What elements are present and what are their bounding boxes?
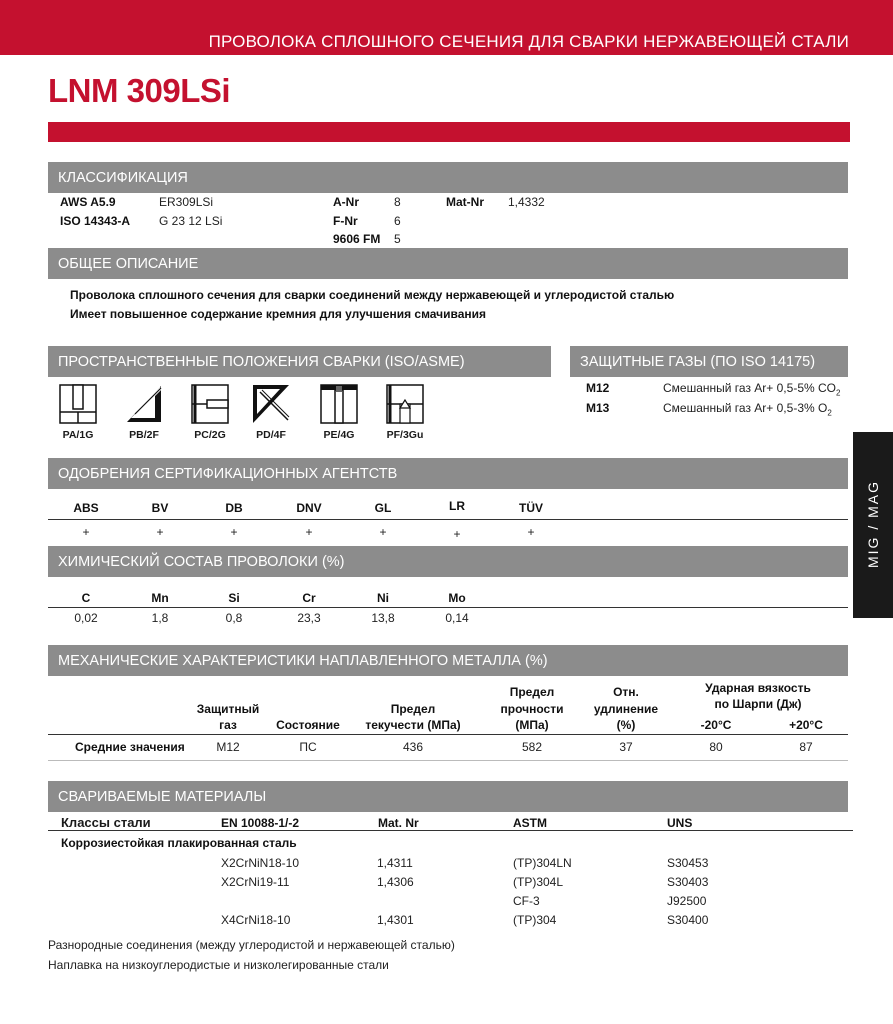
column-header: прочности bbox=[500, 702, 564, 716]
cell-elongation: 37 bbox=[619, 740, 633, 754]
column-header: Mat. Nr bbox=[378, 816, 419, 830]
position-label: PE/4G bbox=[323, 429, 355, 441]
material-matnr: 1,4311 bbox=[377, 856, 413, 870]
approval-mark: + bbox=[453, 527, 461, 541]
position-pd-4f-icon bbox=[252, 384, 290, 424]
position-label: PA/1G bbox=[62, 429, 94, 441]
element-symbol: C bbox=[81, 591, 91, 605]
section-shielding-gases: ЗАЩИТНЫЕ ГАЗЫ (ПО ISO 14175) bbox=[570, 346, 848, 377]
element-symbol: Si bbox=[228, 591, 240, 605]
table-divider bbox=[48, 830, 853, 831]
agency-name: DB bbox=[225, 501, 243, 515]
number-value: 8 bbox=[394, 195, 401, 209]
element-value: 0,14 bbox=[445, 611, 469, 625]
element-symbol: Cr bbox=[302, 591, 316, 605]
section-chemical-composition: ХИМИЧЕСКИЙ СОСТАВ ПРОВОЛОКИ (%) bbox=[48, 546, 848, 577]
element-symbol: Mo bbox=[448, 591, 466, 605]
materials-note: Наплавка на низкоуглеродистые и низколегированные стали bbox=[48, 958, 389, 972]
product-name: LNM 309LSi bbox=[48, 72, 231, 109]
position-pe-4g-icon bbox=[320, 384, 358, 424]
title-divider-bar bbox=[48, 122, 850, 142]
element-value: 0,02 bbox=[74, 611, 98, 625]
description-line: Проволока сплошного сечения для сварки соединений между нержавеющей и углеродистой сталью bbox=[70, 288, 675, 302]
approval-mark: + bbox=[379, 525, 387, 539]
position-label: PF/3Gu bbox=[386, 429, 424, 441]
gas-code: M13 bbox=[586, 401, 610, 415]
position-pb-2f-icon bbox=[125, 384, 163, 424]
standard-value: G 23 12 LSi bbox=[159, 214, 223, 228]
material-astm: (TP)304 bbox=[513, 913, 557, 927]
number-name: F-Nr bbox=[333, 214, 358, 228]
approval-mark: + bbox=[305, 525, 313, 539]
material-astm: CF-3 bbox=[513, 894, 540, 908]
material-matnr: 1,4306 bbox=[377, 875, 414, 889]
agency-name: BV bbox=[151, 501, 169, 515]
standard-name: AWS A5.9 bbox=[60, 195, 116, 209]
element-symbol: Mn bbox=[151, 591, 169, 605]
column-header: удлинение bbox=[593, 702, 659, 716]
element-value: 23,3 bbox=[297, 611, 321, 625]
column-header: EN 10088-1/-2 bbox=[221, 816, 300, 830]
column-header: Защитный bbox=[196, 702, 260, 716]
column-header: Отн. bbox=[613, 685, 639, 699]
material-en: X2CrNiN18-10 bbox=[221, 856, 300, 870]
material-uns: S30400 bbox=[667, 913, 709, 927]
column-header: (МПа) bbox=[515, 718, 549, 732]
agency-name: GL bbox=[374, 501, 392, 515]
section-classification: КЛАССИФИКАЦИЯ bbox=[48, 162, 848, 193]
element-value: 13,8 bbox=[371, 611, 395, 625]
cell-state: ПС bbox=[299, 740, 317, 754]
material-group: Коррозиестойкая плакированная сталь bbox=[61, 836, 297, 850]
position-pa-1g-icon bbox=[59, 384, 97, 424]
column-header: -20°C bbox=[700, 718, 732, 732]
section-weldable-materials: СВАРИВАЕМЫЕ МАТЕРИАЛЫ bbox=[48, 781, 848, 812]
agency-name: TÜV bbox=[519, 501, 543, 515]
material-matnr: 1,4301 bbox=[377, 913, 414, 927]
position-pc-2g-icon bbox=[191, 384, 229, 424]
approval-mark: + bbox=[527, 525, 535, 539]
material-astm: (TP)304LN bbox=[513, 856, 572, 870]
cell-tensile: 582 bbox=[521, 740, 543, 754]
position-label: PB/2F bbox=[129, 429, 159, 441]
agency-name: DNV bbox=[296, 501, 322, 515]
section-mechanical-properties: МЕХАНИЧЕСКИЕ ХАРАКТЕРИСТИКИ НАПЛАВЛЕННОГО МЕТАЛЛА (%) bbox=[48, 645, 848, 676]
section-welding-positions: ПРОСТРАНСТВЕННЫЕ ПОЛОЖЕНИЯ СВАРКИ (ISO/ASME) bbox=[48, 346, 551, 377]
table-divider bbox=[48, 519, 848, 520]
approval-mark: + bbox=[230, 525, 238, 539]
column-header: Предел bbox=[390, 702, 436, 716]
column-header: Состояние bbox=[276, 718, 340, 732]
number-name: A-Nr bbox=[333, 195, 359, 209]
section-description: ОБЩЕЕ ОПИСАНИЕ bbox=[48, 248, 848, 279]
column-header: UNS bbox=[667, 816, 693, 830]
column-header: Классы стали bbox=[61, 815, 151, 830]
position-label: PD/4F bbox=[256, 429, 286, 441]
table-divider bbox=[48, 760, 848, 761]
cell-gas: M12 bbox=[216, 740, 240, 754]
material-uns: J92500 bbox=[667, 894, 707, 908]
agency-name: ABS bbox=[73, 501, 99, 515]
column-header: газ bbox=[219, 718, 237, 732]
material-uns: S30453 bbox=[667, 856, 709, 870]
cell-impact-plus20: 87 bbox=[799, 740, 813, 754]
cell-impact-minus20: 80 bbox=[709, 740, 723, 754]
material-en: X4CrNi18-10 bbox=[221, 913, 291, 927]
approval-mark: + bbox=[82, 525, 90, 539]
material-uns: S30403 bbox=[667, 875, 709, 889]
position-pf-3gu-icon bbox=[386, 384, 424, 424]
number-value: 5 bbox=[394, 232, 401, 246]
column-header: +20°C bbox=[789, 718, 823, 732]
side-tab-mig-mag[interactable] bbox=[853, 432, 893, 618]
standard-value: ER309LSi bbox=[159, 195, 214, 209]
materials-note: Разнородные соединения (между углеродистой и нержавеющей сталью) bbox=[48, 938, 455, 952]
column-header: Предел bbox=[509, 685, 555, 699]
number-value: 6 bbox=[394, 214, 401, 228]
material-en: X2CrNi19-11 bbox=[221, 875, 290, 889]
category-title: ПРОВОЛОКА СПЛОШНОГО СЕЧЕНИЯ ДЛЯ СВАРКИ НЕРЖАВЕЮЩЕЙ СТАЛИ bbox=[208, 32, 849, 51]
table-divider bbox=[48, 607, 848, 608]
side-tab-label: MIG / MAG bbox=[865, 480, 881, 568]
column-header: по Шарпи (Дж) bbox=[714, 697, 802, 711]
material-astm: (TP)304L bbox=[513, 875, 564, 889]
cell-yield: 436 bbox=[402, 740, 424, 754]
mat-nr-value: 1,4332 bbox=[508, 195, 545, 209]
position-label: PC/2G bbox=[194, 429, 226, 441]
standard-name: ISO 14343-A bbox=[60, 214, 131, 228]
element-symbol: Ni bbox=[377, 591, 389, 605]
column-header: Ударная вязкость bbox=[705, 681, 811, 695]
description-line: Имеет повышенное содержание кремния для улучшения смачивания bbox=[70, 307, 487, 321]
approval-mark: + bbox=[156, 525, 164, 539]
row-label: Средние значения bbox=[75, 740, 185, 754]
element-value: 1,8 bbox=[151, 611, 169, 625]
column-header: ASTM bbox=[513, 816, 547, 830]
column-header: (%) bbox=[616, 718, 636, 732]
gas-code: M12 bbox=[586, 381, 610, 395]
gas-description: Смешанный газ Ar+ 0,5-3% $O_2$ bbox=[663, 401, 832, 418]
gas-description: Смешанный газ Ar+ 0,5-5% $CO_2$ bbox=[663, 381, 841, 398]
column-header: текучести (МПа) bbox=[365, 718, 461, 732]
section-approvals: ОДОБРЕНИЯ СЕРТИФИКАЦИОННЫХ АГЕНТСТВ bbox=[48, 458, 848, 489]
number-name: 9606 FM bbox=[333, 232, 381, 246]
agency-name: LR bbox=[449, 499, 465, 513]
element-value: 0,8 bbox=[225, 611, 243, 625]
mat-nr-name: Mat-Nr bbox=[446, 195, 484, 209]
table-divider bbox=[48, 734, 848, 735]
